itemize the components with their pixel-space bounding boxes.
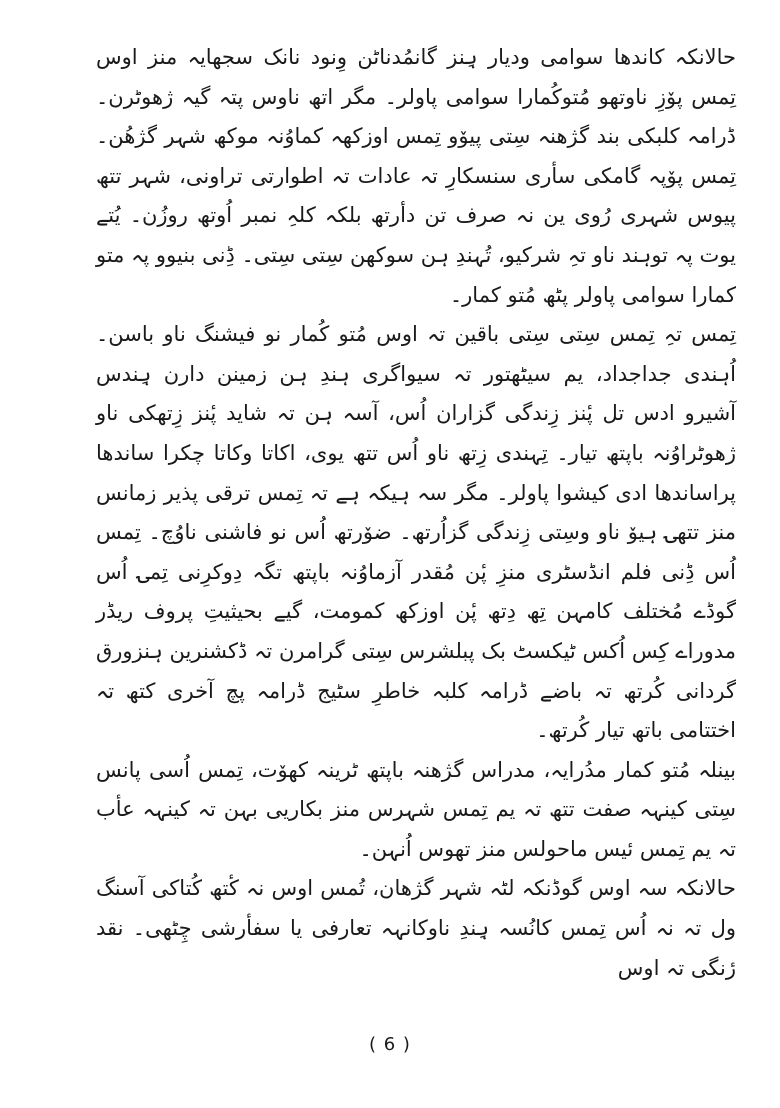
paragraph-4: حالانکہ سہ اوس گوڈنکہ لٹہ شہر گژھان، تُمس اوس نہ کٔتھ کُتاکی آسنگ ول تہ نہ اُس تِمس کانُسہ ہِندِ ناوکانہہ تعارفی یا سفأرشی چِٹھی۔ نقد رٔنگی تہ اوس	[96, 876, 736, 980]
page-number: ( 6 )	[369, 1034, 411, 1055]
paragraph-3: بینلہ مُتو کمار مدُرایہ، مدراس گژھنہ باپتھ ٹرینہ کھۆت، تِمس اُسی پانس سِتی کینہہ صفت تتھ تہ یم تِمس شہرس منز بکاریی بہن تہ کینہہ عأب تہ یم تِمس ئیس ماحولس منز تھوس اُنہن۔	[96, 757, 736, 861]
paragraph-2: تِمس تہِ تِمس سِتی سِتی باقین تہ اوس مُتو کُمار نو فیشنگ ناو باسن۔ اُہندی جداجداد، یم سیٹھتور تہ سیواگری ہندِ ہن زمینن دارن ہِندس آشیرو ادس تل پٔنز زِندگی گزاران اُس، آسہ ہن تہ شاید پٔنز زِتھکی ناو ژھوٹراوُنہ باپتھ تیار۔ تِہندی زِتھ ناو اُس تتھ یوی، اکاتا وکاتا چکرا ساندھا پراساندھا ادی کیشوا پاولر۔ مگر سہ ہیکہ ہے تہ تِمس ترقی پذیر زمانس منز تتھۍ ہیۆ ناو وسِتی زِندگی گزاُرتھ۔ ضۆرتھ اُس نو فاشنی ناوُچ۔ تِمس اُس ڈِنی فلم انڈسٹری منزِ پٔن مُقدر آزماوُنہ باپتھ تگہ دِوکرِنی تِمۍ اُس گوڈے مُختلف کامہن تِھ دِتھ پٔن اوزکھ کمومت، گیے بحیثیتِ پروف ریڈر مدوراے کِس اُکس ٹیکسٹ بک پبلشرس سِتی گرامرن تہ ڈکشنرین ہنزورق گردانی کُرتھ تہ باضے ڈرامہ کلبہ خاطرِ سٹیج ڈرامہ پچ آخری کتھ تہ اختتامی باتھ تیار کُرتھ۔	[96, 322, 736, 743]
paragraph-1: حالانکہ کاندھا سوامی ودیار ہِنز گانمُدناٹن وِنود نانک سجھایہ منز اوس تِمس پۆزِ ناوتھو مُتوکُمارا سوامی پاولر۔ مگر اتھ ناوس پتہ گیہ ژھوٹرن۔ ڈرامہ کلبکی بند گژھنہ سِتی پیۆو تِمس اوزکھہ کماوُنہ موکھ شہر گژھُن۔ تِمس پۆپہ گامکی سأری سنسکارِ تہ عادات تہ اطوارتی تراونی، شہر تتھ پیوس شہری رُوی ین نہ صرف تن دأرتھ بلکہ کلہِ نمبر اُوتھ روزُن۔ یُتے یوت پہ توہند ناو تہِ شرکیو، تُہندِ ہن سوکھن سِتی سِتی۔ ڈِنی بنیوو پہ متو کمارا سوامی پاولر پٹھ مُتو کمار۔	[96, 45, 736, 307]
body-text	[96, 38, 736, 988]
